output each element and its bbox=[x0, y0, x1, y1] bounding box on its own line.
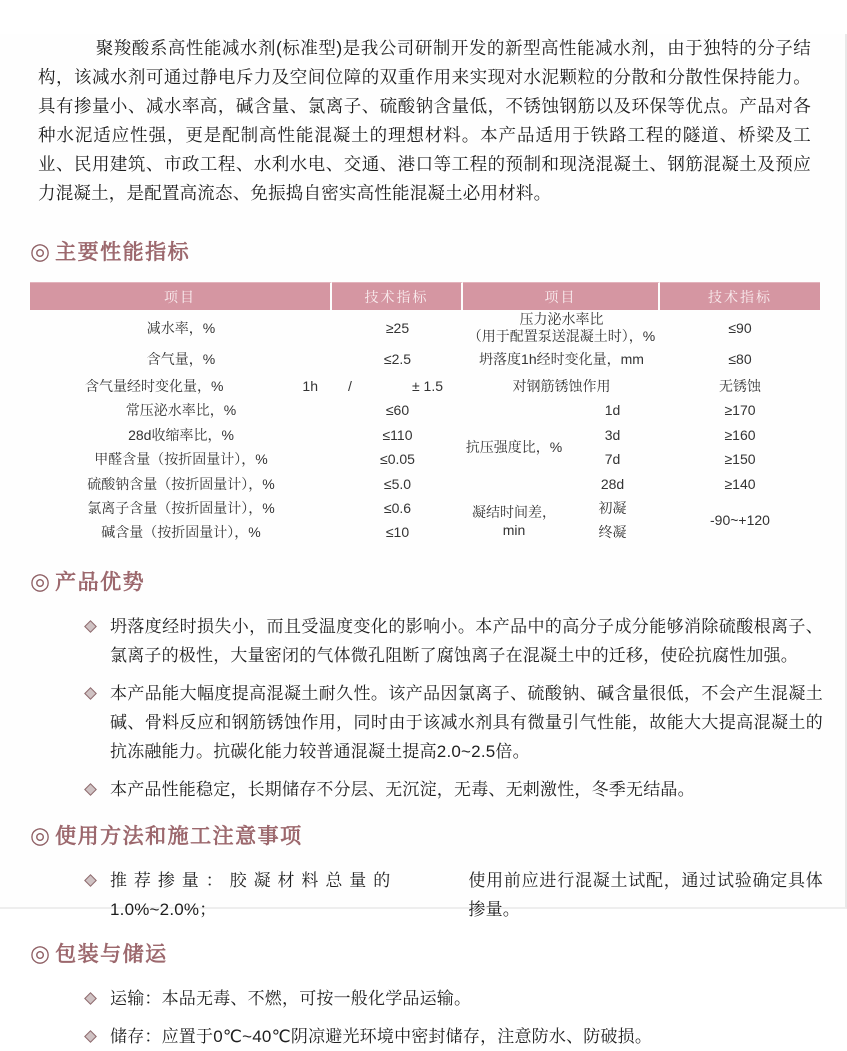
spec-value: ≥140 bbox=[724, 475, 756, 492]
list-item bbox=[0, 679, 845, 766]
list-item bbox=[0, 984, 845, 1013]
spec-label-strength-group: 抗压强度比，% bbox=[465, 439, 563, 455]
spec-label-line1: 压力泌水率比 bbox=[519, 310, 604, 327]
advantage-text: 本产品性能稳定，长期储存不分层、无沉淀，无毒、无刺激性，冬季无结晶。 bbox=[110, 780, 695, 799]
spec-label: 氯离子含量（按折固量计），% bbox=[87, 500, 275, 516]
intro-paragraph: 聚羧酸系高性能减水剂(标准型)是我公司研制开发的新型高性能减水剂，由于独特的分子结构，该减水剂可通过静电斥力及空间位障的双重作用来实现对水泥颗粒的分散和分散性保持能力。具有掺量小、减水率高，碱含量、氯离子、硫酸钠含量低，不锈蚀钢筋以及环保等优点。产品对各种水泥适应性强，更是配制高性能混凝土的理想材料。本产品适用于铁路工程的隧道、桥梁及工业、民用建筑、市政工程、水利水电、交通、港口等工程的预制和现浇混凝土、钢筋混凝土及预应力混凝土，是配置高流态、免振捣自密实高性能混凝土必用材料。 bbox=[38, 38, 811, 203]
spec-setting-final: 终凝 bbox=[598, 524, 627, 540]
spec-value: ≤60 bbox=[385, 402, 410, 418]
spec-slash: / bbox=[348, 377, 352, 394]
list-item bbox=[0, 775, 845, 804]
spec-age: 28d bbox=[600, 475, 625, 492]
spec-age: 1d bbox=[604, 402, 621, 418]
spec-value: ≤110 bbox=[382, 426, 413, 443]
table-header-item-left: 项目 bbox=[30, 282, 332, 310]
spec-age: 7d bbox=[604, 451, 621, 467]
section-title: 主要性能指标 bbox=[55, 241, 191, 264]
section-title: 包装与储运 bbox=[55, 943, 168, 966]
section-heading-advantages bbox=[30, 566, 845, 596]
transport-text: 运输：本品无毒、不燃，可按一般化学品运输。 bbox=[110, 989, 472, 1008]
spec-value: ≤80 bbox=[728, 351, 752, 367]
spec-label: 甲醛含量（按折固量计），% bbox=[94, 451, 268, 467]
spec-value: ≥170 bbox=[724, 402, 756, 418]
spec-label: 碱含量（按折固量计），% bbox=[101, 524, 261, 540]
section-heading-usage bbox=[30, 820, 845, 850]
spec-value: 无锈蚀 bbox=[719, 377, 761, 394]
spec-label: 28d收缩率比，% bbox=[128, 426, 234, 443]
spec-label-pressure-bleeding bbox=[463, 310, 660, 345]
spec-sub-label: 1h bbox=[302, 377, 318, 394]
list-item bbox=[0, 866, 845, 924]
packaging-list bbox=[0, 984, 845, 1051]
section-heading-packaging bbox=[30, 938, 845, 968]
spec-value: ≤5.0 bbox=[383, 475, 412, 492]
spec-age: 3d bbox=[604, 426, 621, 443]
spec-value: ≤0.6 bbox=[383, 500, 412, 516]
spec-value: ≥150 bbox=[724, 451, 756, 467]
diamond-bullet-icon bbox=[84, 1030, 97, 1043]
storage-text: 储存：应置于0℃~40℃阴凉避光环境中密封储存，注意防水、防破损。 bbox=[110, 1027, 653, 1046]
product-spec-page bbox=[0, 34, 847, 1046]
spec-value: ≥25 bbox=[385, 319, 410, 336]
spec-value: -90~+120 bbox=[710, 512, 770, 528]
spec-label: 常压泌水率比，% bbox=[125, 402, 237, 418]
section-title: 产品优势 bbox=[55, 571, 146, 594]
spec-value: ≤0.05 bbox=[380, 451, 415, 467]
section-marker-icon: ◎ bbox=[30, 237, 51, 264]
spec-value: ≤10 bbox=[385, 524, 410, 540]
spec-label-line2: （用于配置泵送混凝土时），% bbox=[467, 327, 656, 344]
section-marker-icon: ◎ bbox=[30, 939, 51, 966]
diamond-bullet-icon bbox=[84, 783, 97, 796]
spec-label: 含气量经时变化量，% bbox=[85, 377, 224, 394]
table-header-index-right: 技术指标 bbox=[660, 282, 820, 310]
spec-setting-initial: 初凝 bbox=[598, 500, 627, 516]
list-item bbox=[0, 1022, 845, 1051]
performance-spec-table bbox=[30, 282, 845, 544]
list-item bbox=[0, 612, 845, 670]
table-header-index-left: 技术指标 bbox=[332, 282, 463, 310]
spec-label: 对钢筋锈蚀作用 bbox=[512, 377, 611, 394]
advantage-text: 坍落度经时损失小，而且受温度变化的影响小。本产品中的高分子成分能够消除硫酸根离子、氯离子的极性，大量密闭的气体微孔阻断了腐蚀离子在混凝土中的迁移，使砼抗腐性加强。 bbox=[110, 617, 823, 665]
advantages-list bbox=[0, 612, 845, 804]
spec-value: ≤2.5 bbox=[383, 351, 412, 367]
spec-label: 含气量，% bbox=[146, 351, 216, 367]
spec-value-air-change bbox=[332, 373, 463, 398]
spec-row-air-change bbox=[30, 373, 332, 398]
advantage-text: 本产品能大幅度提高混凝土耐久性。该产品因氯离子、硫酸钠、碱含量很低，不会产生混凝土碱、骨料反应和钢筋锈蚀作用，同时由于该减水剂具有微量引气性能，故能大大提高混凝土的抗冻融能力。抗碳化能力较普通混凝土提高2.0~2.5倍。 bbox=[110, 684, 823, 761]
table-header-item-right: 项目 bbox=[463, 282, 660, 310]
usage-text bbox=[110, 866, 823, 924]
spec-value: ≥160 bbox=[724, 426, 756, 443]
section-heading-performance bbox=[30, 236, 845, 266]
diamond-bullet-icon bbox=[84, 620, 97, 633]
section-marker-icon: ◎ bbox=[30, 821, 51, 848]
usage-dosage: 推荐掺量：胶凝材料总量的1.0%~2.0%； bbox=[110, 871, 391, 919]
diamond-bullet-icon bbox=[84, 874, 97, 887]
usage-note: 使用前应进行混凝土试配，通过试验确定具体掺量。 bbox=[468, 871, 823, 919]
diamond-bullet-icon bbox=[84, 687, 97, 700]
section-title: 使用方法和施工注意事项 bbox=[55, 825, 303, 848]
diamond-bullet-icon bbox=[84, 992, 97, 1005]
spec-value: ± 1.5 bbox=[411, 377, 443, 394]
spec-value: ≤90 bbox=[728, 319, 752, 336]
spec-label: 硫酸钠含量（按折固量计），% bbox=[87, 475, 275, 492]
spec-label: 坍落度1h经时变化量，mm bbox=[479, 351, 644, 367]
spec-label-setting-group: 凝结时间差，min bbox=[472, 504, 556, 538]
section-marker-icon: ◎ bbox=[30, 567, 51, 594]
spec-label: 减水率，% bbox=[146, 319, 216, 336]
usage-list bbox=[0, 866, 845, 924]
